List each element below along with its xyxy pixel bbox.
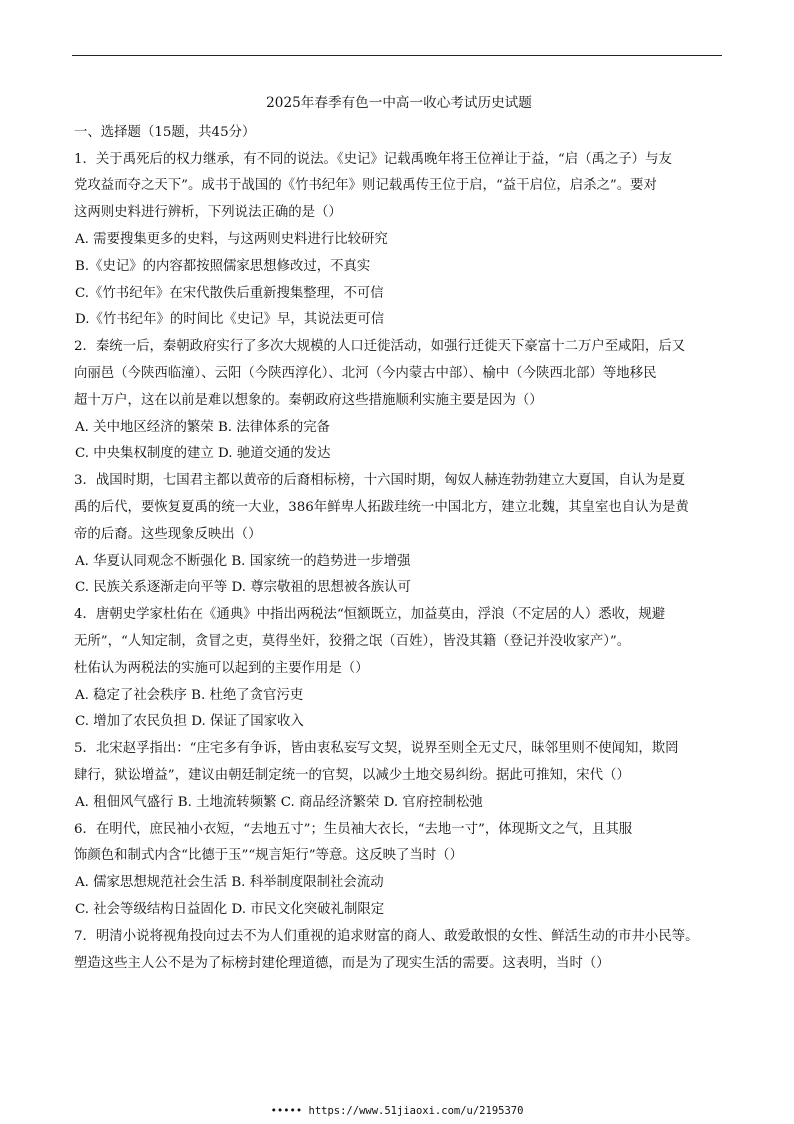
- question-line: 禹的后代，要恢复夏禹的统一大业，386年鲜卑人拓跋珪统一中国北方，建立北魏，其皇室也自认为是黄: [74, 499, 689, 515]
- question-line: 饰颜色和制式内含“比德于玉”“规言矩行”等意。这反映了当时（）: [74, 848, 463, 864]
- section-heading: 一、选择题（15题，共45分）: [74, 124, 256, 140]
- source-footer-link[interactable]: ••••• https://www.51jiaoxi.com/u/2195370: [270, 1105, 524, 1117]
- option-line: B.《史记》的内容都按照儒家思想修改过，不真实: [75, 258, 371, 274]
- option-line: C. 中央集权制度的建立 D. 驰道交通的发达: [75, 446, 331, 462]
- question-1: [74, 147, 724, 335]
- header-rule: [72, 55, 722, 56]
- question-4: [74, 602, 724, 736]
- option-line: D.《竹书纪年》的时间比《史记》早，其说法更可信: [75, 312, 385, 328]
- option-line: A. 稳定了社会秩序 B. 杜绝了贪官污吏: [75, 687, 304, 703]
- option-line: A. 关中地区经济的繁荣 B. 法律体系的完备: [75, 419, 331, 435]
- question-line: 5．北宋赵孚指出：“庄宅多有争诉，皆由衷私妄写文契，说界至则全无丈尺，昧邻里则不使闻知，欺罔: [74, 741, 679, 757]
- option-line: C. 增加了农民负担 D. 保证了国家收入: [75, 714, 304, 730]
- question-3: [74, 468, 724, 602]
- question-line: 6．在明代，庶民袖小衣短，“去地五寸”；生员袖大衣长，“去地一寸”，体现斯文之气，且其服: [74, 821, 633, 837]
- question-7: [74, 924, 724, 978]
- question-line: 党攻益而夺之天下”。成书于战国的《竹书纪年》则记载禹传王位于启，“益干启位，启杀之”。要对: [74, 178, 657, 194]
- question-5: [74, 736, 724, 816]
- option-line: A. 儒家思想规范社会生活 B. 科举制度限制社会流动: [75, 875, 384, 891]
- question-line: 3．战国时期，七国君主都以黄帝的后裔相标榜，十六国时期，匈奴人赫连勃勃建立大夏国，自认为是夏: [74, 473, 686, 489]
- option-line: C. 民族关系逐渐走向平等 D. 尊宗敬祖的思想被各族认可: [75, 580, 411, 596]
- option-line: A. 华夏认同观念不断强化 B. 国家统一的趋势进一步增强: [75, 553, 411, 569]
- question-line: 帝的后裔。这些现象反映出（）: [74, 526, 262, 542]
- question-line: 肆行，狱讼增益”，建议由朝廷制定统一的官契，以减少土地交易纠纷。据此可推知，宋代（）: [74, 767, 630, 783]
- option-line: C.《竹书纪年》在宋代散佚后重新搜集整理，不可信: [75, 285, 384, 301]
- question-line: 无所”，“人知定制，贪冒之吏，莫得坐奸，狡猾之氓（百姓），皆没其籍（登记并没收家产）”。: [74, 633, 631, 649]
- question-6: [74, 817, 724, 924]
- question-line: 7．明清小说将视角投向过去不为人们重视的追求财富的商人、敢爱敢恨的女性、鲜活生动的市井小民等。: [74, 928, 699, 944]
- question-line: 塑造这些主人公不是为了标榜封建伦理道德，而是为了现实生活的需要。这表明，当时（）: [74, 955, 610, 971]
- question-line: 1．关于禹死后的权力继承，有不同的说法。《史记》记载禹晚年将王位禅让于益，“启（禹之子）与友: [74, 151, 672, 167]
- question-line: 这两则史料进行辨析，下列说法正确的是（）: [74, 205, 342, 221]
- option-line: C. 社会等级结构日益固化 D. 市民文化突破礼制限定: [75, 901, 385, 917]
- question-line: 超十万户，这在以前是难以想象的。秦朝政府这些措施顺利实施主要是因为（）: [74, 392, 543, 408]
- exam-title: 2025年春季有色一中高一收心考试历史试题: [266, 95, 532, 111]
- question-2: [74, 334, 724, 468]
- exam-page: [74, 90, 724, 977]
- option-line: A. 租佃风气盛行 B. 土地流转频繁 C. 商品经济繁荣 D. 官府控制松弛: [75, 794, 483, 810]
- question-line: 2．秦统一后，秦朝政府实行了多次大规模的人口迁徙活动，如强行迁徙天下豪富十二万户至咸阳，后又: [74, 339, 686, 355]
- question-line: 4．唐朝史学家杜佑在《通典》中指出两税法“恒额既立，加益莫由，浮浪（不定居的人）悉收，规避: [74, 607, 666, 623]
- option-line: A. 需要搜集更多的史料，与这两则史料进行比较研究: [75, 231, 388, 247]
- question-line: 向丽邑（今陕西临潼）、云阳（今陕西淳化）、北河（今内蒙古中部）、榆中（今陕西北部）等地移民: [74, 365, 657, 381]
- question-line: 杜佑认为两税法的实施可以起到的主要作用是（）: [74, 660, 369, 676]
